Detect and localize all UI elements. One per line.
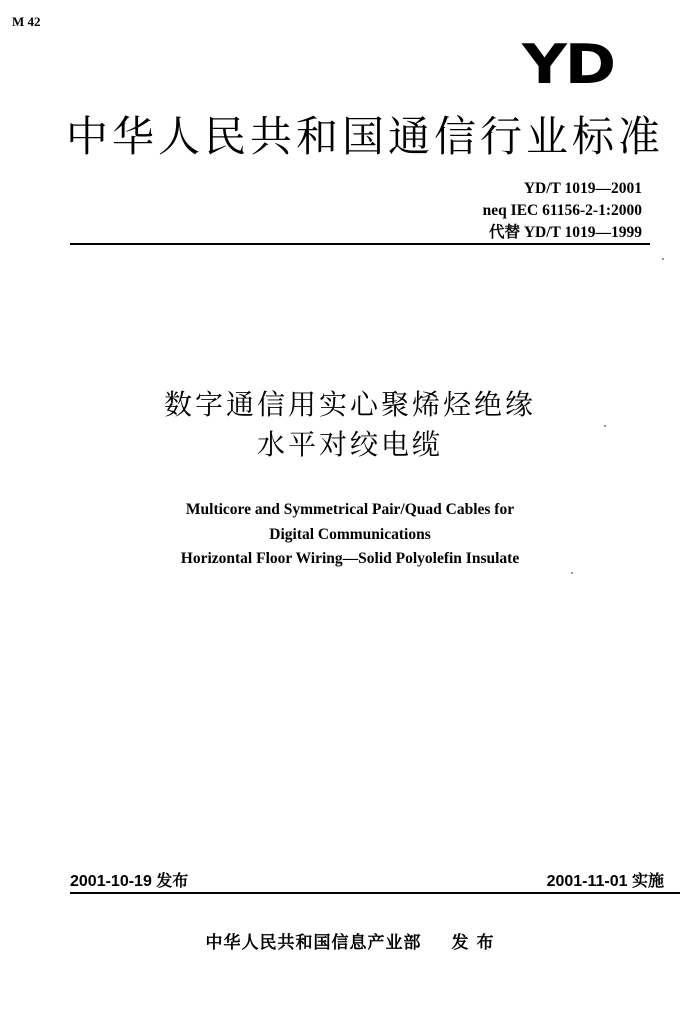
standard-title: 中华人民共和国通信行业标准 [66,112,665,161]
scan-speck [571,572,573,574]
top-divider [70,243,650,245]
english-title-line-1: Multicore and Symmetrical Pair/Quad Cables for [185,501,515,518]
chinese-title [0,385,700,465]
english-title-line-2: Digital Communications [269,525,431,543]
english-title [0,498,700,572]
standard-equivalence: neq IEC 61156-2-1:2000 [482,202,642,219]
scan-speck [662,258,664,260]
scan-speck [604,425,606,427]
chinese-title-line-2: 水平对绞电缆 [256,428,443,461]
standard-replaces: 代替 YD/T 1019—1999 [488,224,642,241]
standard-number: YD/T 1019—2001 [523,180,642,197]
bottom-divider [70,892,680,894]
implementation-date: 2001-11-01 实施 [546,873,664,890]
chinese-title-line-1: 数字通信用实心聚烯烃绝缘 [163,388,536,421]
classification-code: M 42 [12,14,41,29]
issuer-action: 发 布 [451,933,495,953]
standard-codes [483,178,642,244]
english-title-line-3: Horizontal Floor Wiring—Solid Polyolefin Insulate [180,550,520,567]
issue-date: 2001-10-19 发布 [70,873,189,890]
issuer-line [0,928,700,953]
issuer-name: 中华人民共和国信息产业部 [205,933,422,953]
yd-logo: YD [522,33,614,96]
